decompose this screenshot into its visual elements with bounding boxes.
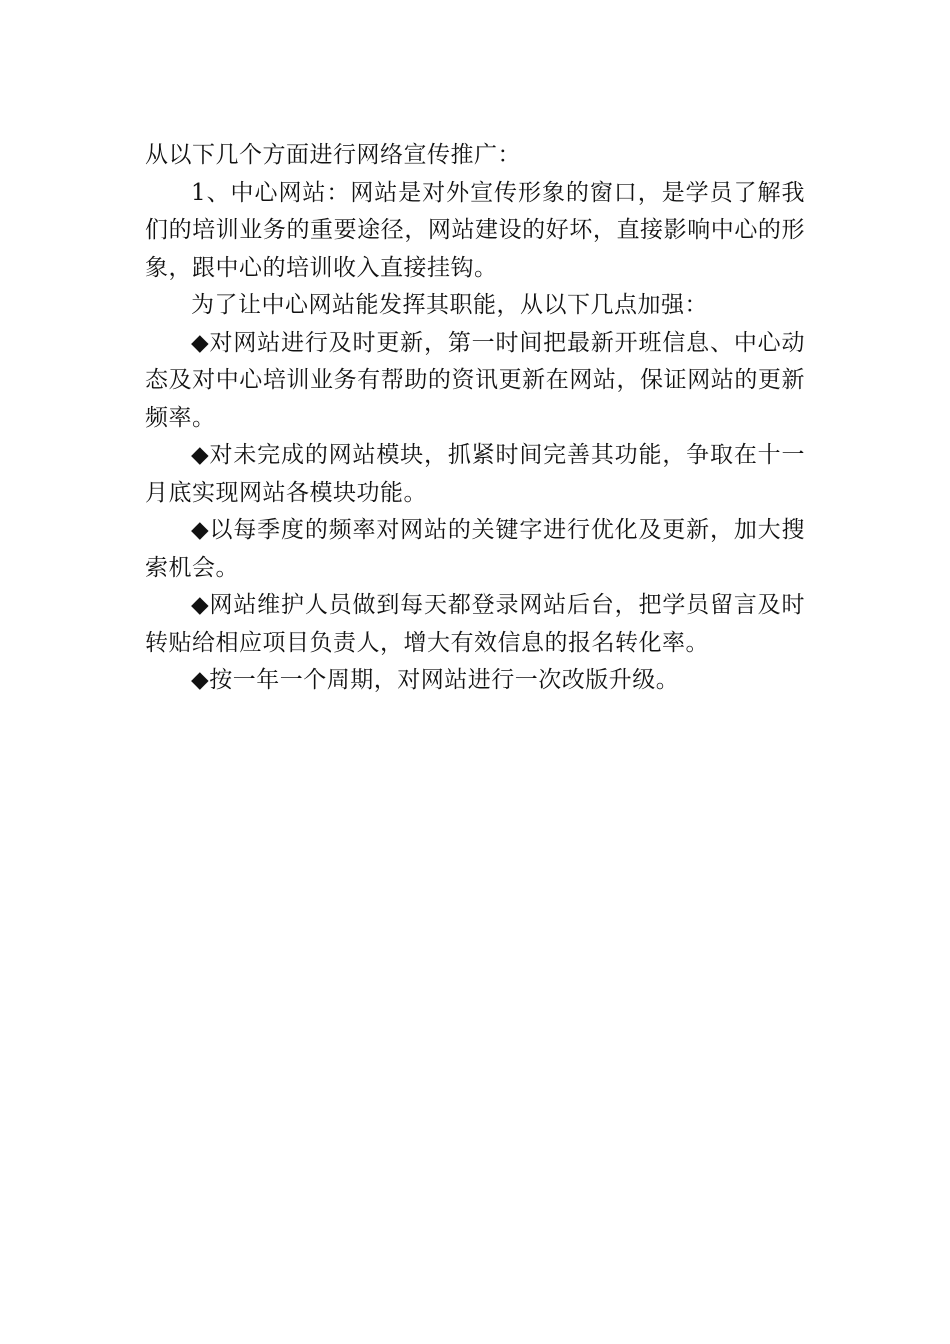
bullet-keyword-optimization: ◆以每季度的频率对网站的关键字进行优化及更新，加大搜索机会。 <box>145 517 805 581</box>
paragraph-strengthen-points: 为了让中心网站能发挥其职能，从以下几点加强： <box>191 292 708 318</box>
paragraph-intro: 从以下几个方面进行网络宣传推广： <box>145 142 521 168</box>
bullet-timely-update: ◆对网站进行及时更新，第一时间把最新开班信息、中心动态及对中心培训业务有帮助的资讯更新在网站，保证网站的更新频率。 <box>145 329 805 431</box>
paragraph-central-website: 1、中心网站：网站是对外宣传形象的窗口，是学员了解我们的培训业务的重要途径，网站建设的好坏，直接影响中心的形象，跟中心的培训收入直接挂钩。 <box>145 179 805 281</box>
bullet-annual-redesign: ◆按一年一个周期，对网站进行一次改版升级。 <box>191 667 680 693</box>
bullet-daily-maintenance: ◆网站维护人员做到每天都登录网站后台，把学员留言及时转贴给相应项目负责人，增大有效信息的报名转化率。 <box>145 592 805 656</box>
bullet-complete-modules: ◆对未完成的网站模块，抓紧时间完善其功能，争取在十一月底实现网站各模块功能。 <box>145 442 805 506</box>
document-body <box>145 137 805 700</box>
